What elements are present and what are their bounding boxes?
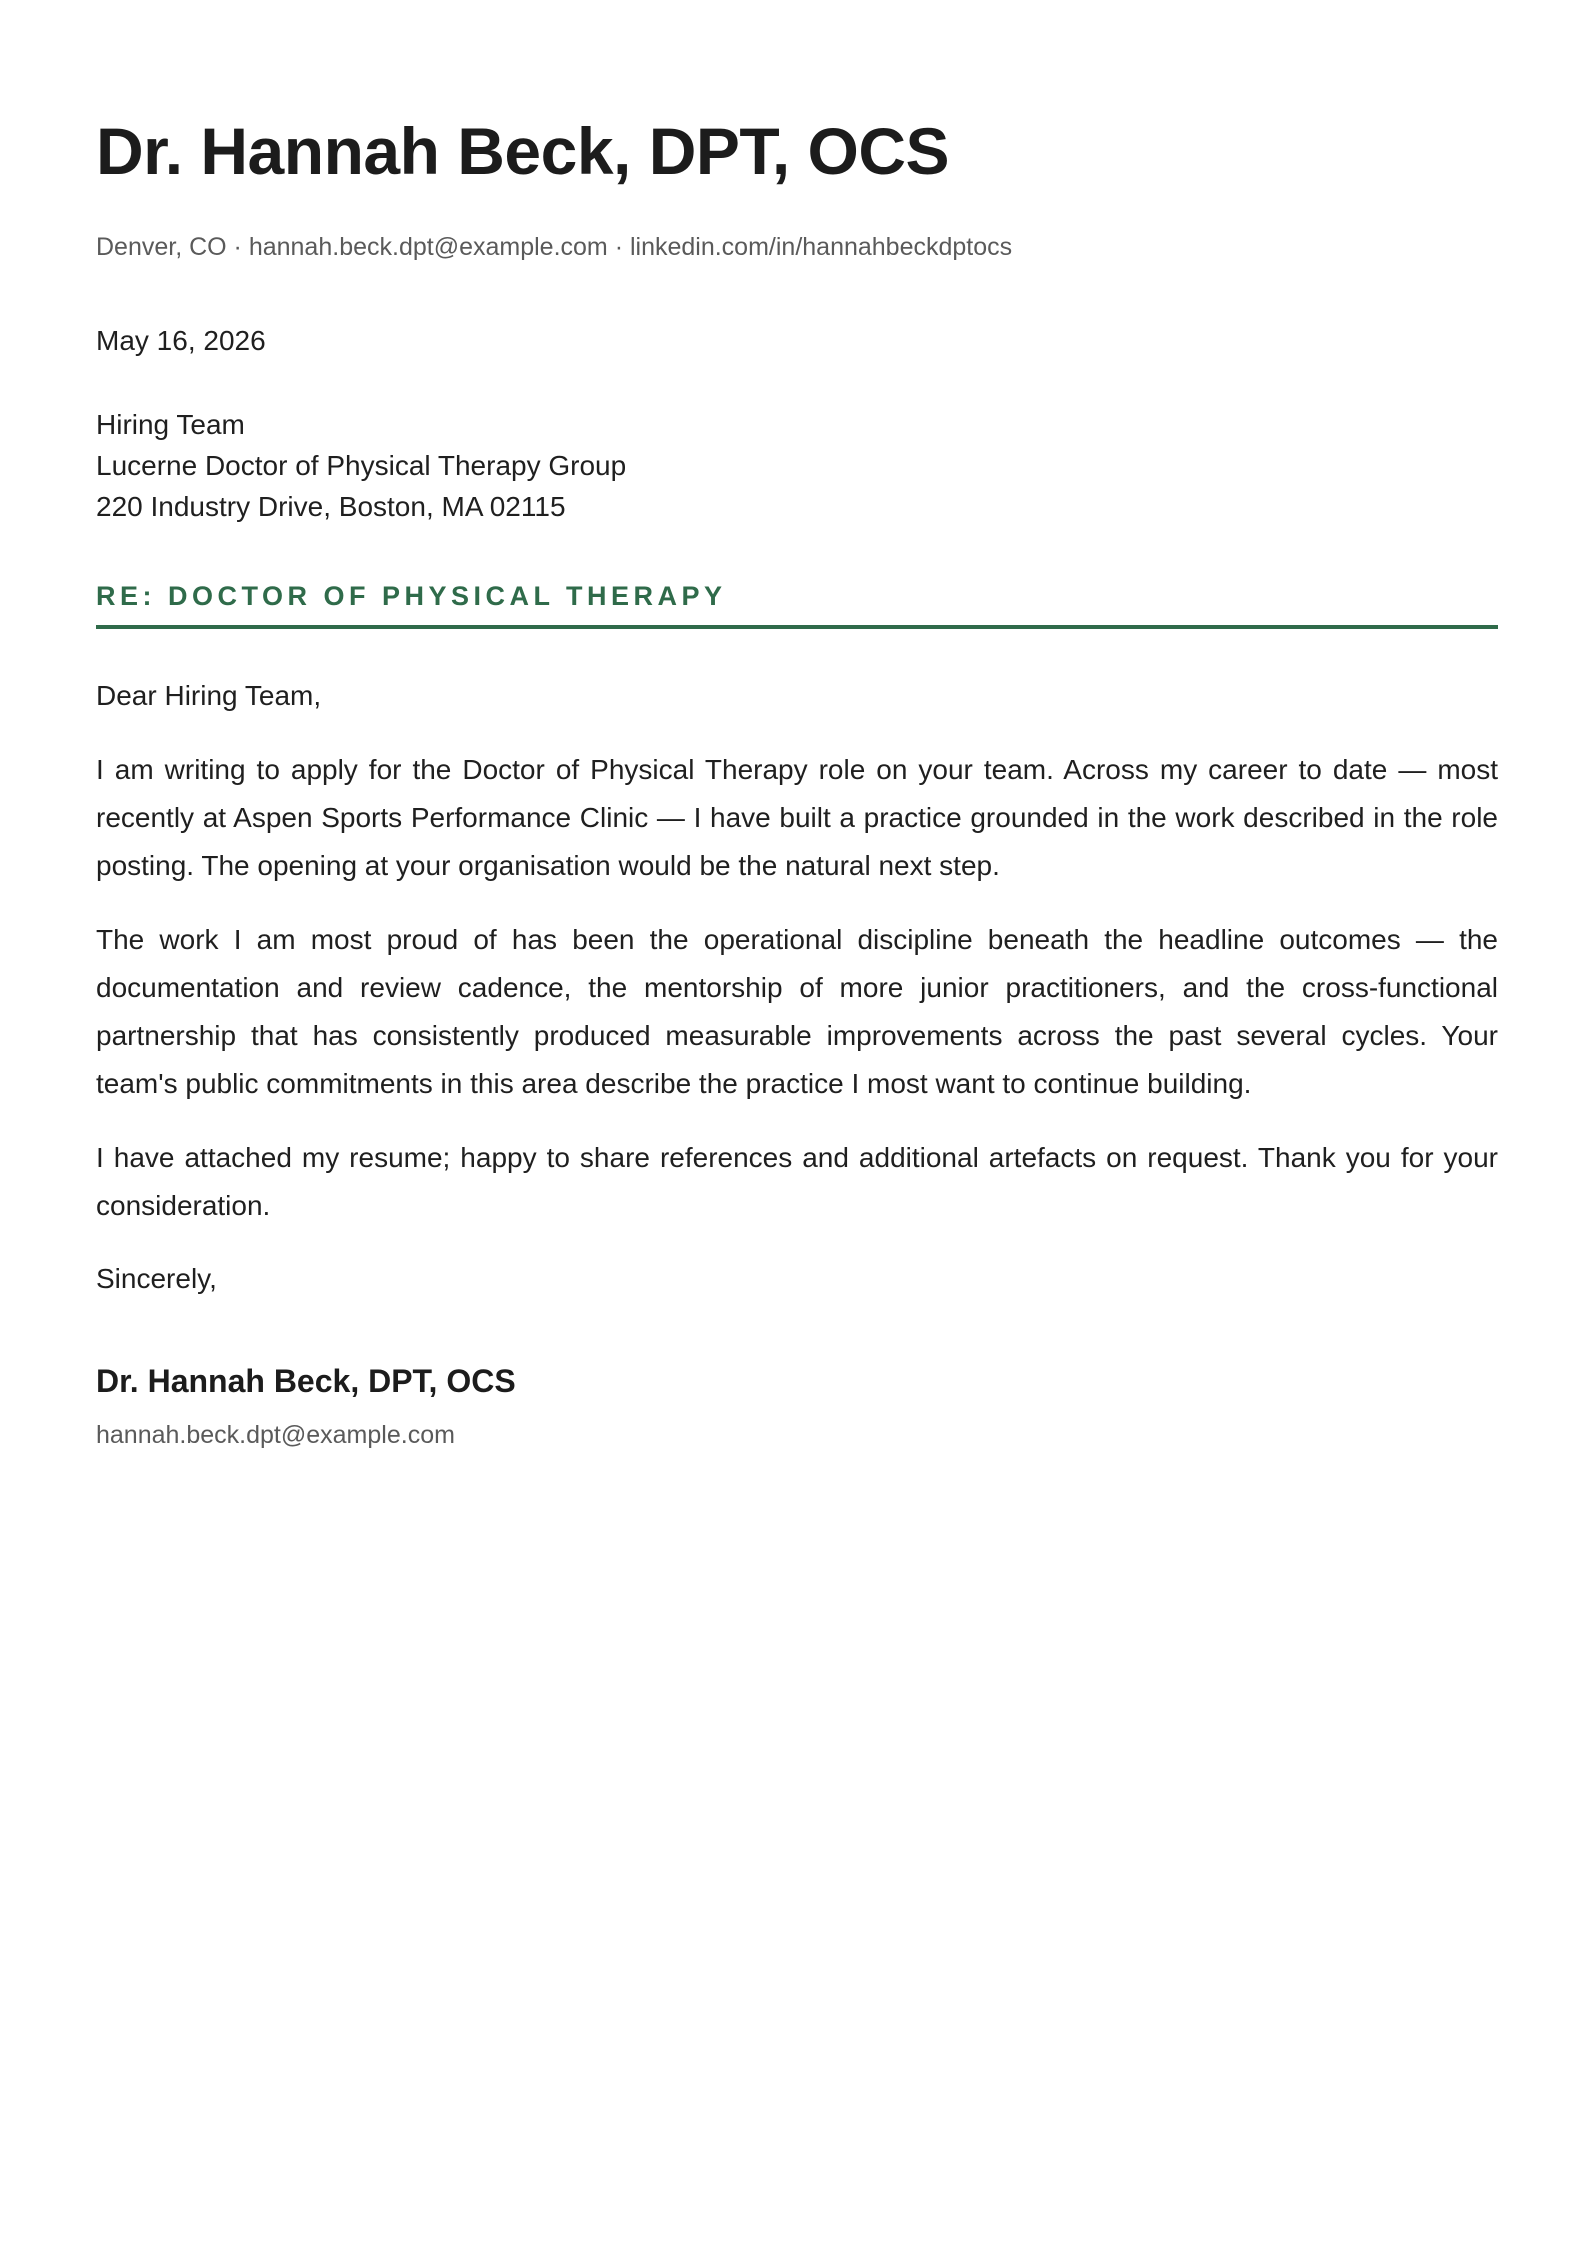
letter-date: May 16, 2026 xyxy=(96,325,266,356)
signature-name: Dr. Hannah Beck, DPT, OCS xyxy=(96,1363,516,1399)
contact-line: Denver, CO · hannah.beck.dpt@example.com · linkedin.com/in/hannahbeckdptocs xyxy=(96,233,1013,261)
recipient-line-address: 220 Industry Drive, Boston, MA 02115 xyxy=(96,491,566,522)
greeting: Dear Hiring Team, xyxy=(96,680,322,711)
body-paragraph-1: I am writing to apply for the Doctor of Physical Therapy role on your team. Across my career to date — most recently at Aspen Sports Performance Clinic — I have built a practice grounded in the work described in the role posting. The opening at your organisation would be the natural next step. xyxy=(96,754,1498,881)
subject-divider xyxy=(96,625,1498,629)
body-paragraph-3: I have attached my resume; happy to share references and additional artefacts on request. Thank you for your consideration. xyxy=(96,1142,1498,1221)
subject-heading: RE: DOCTOR OF PHYSICAL THERAPY xyxy=(96,581,727,611)
letter-body xyxy=(96,672,1498,1256)
recipient-line-organisation: Lucerne Doctor of Physical Therapy Group xyxy=(96,450,627,481)
applicant-name-heading: Dr. Hannah Beck, DPT, OCS xyxy=(96,114,950,188)
signature-email: hannah.beck.dpt@example.com xyxy=(96,1421,455,1449)
recipient-line-team: Hiring Team xyxy=(96,409,245,440)
closing: Sincerely, xyxy=(96,1263,217,1294)
body-paragraph-2: The work I am most proud of has been the operational discipline beneath the headline outcomes — the documentation and review cadence, the mentorship of more junior practitioners, and the cross-functional partnership that has consistently produced measurable improvements across the past several cycles. Your team's public commitments in this area describe the practice I most want to continue building. xyxy=(96,924,1498,1099)
recipient-block xyxy=(96,404,626,527)
